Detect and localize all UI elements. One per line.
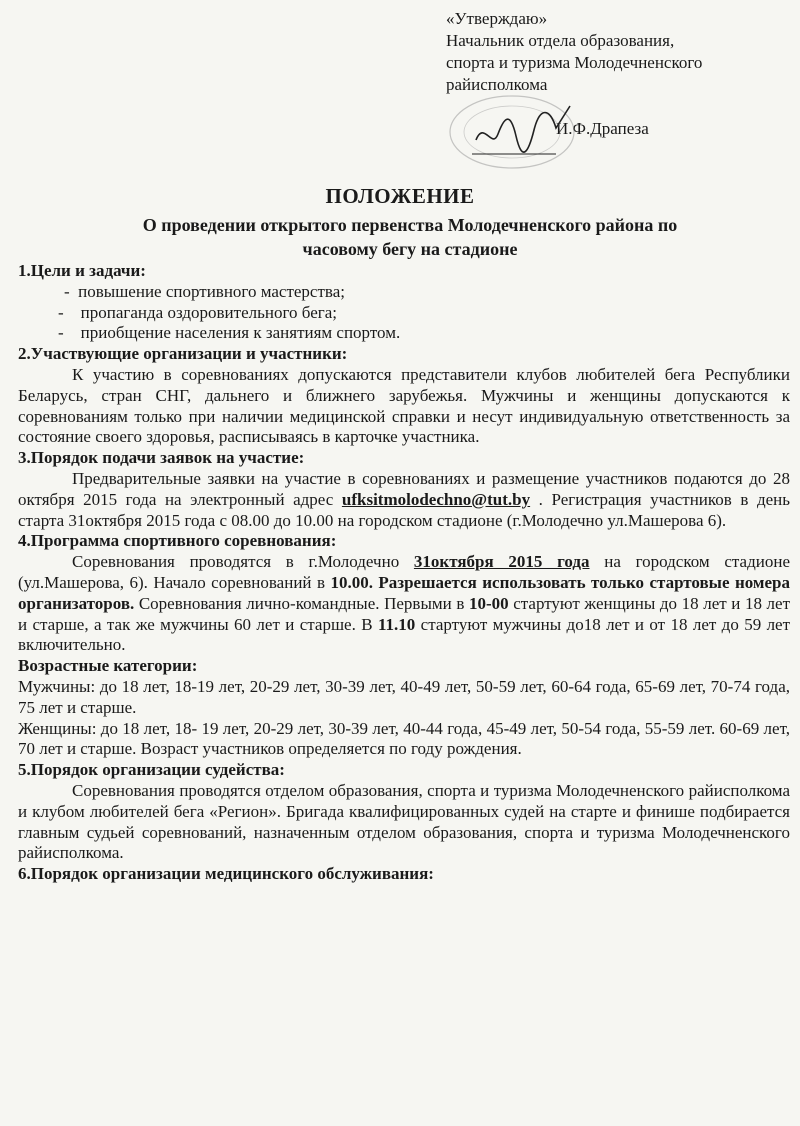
email-link[interactable]: ufksitmolodechno@tut.by: [341, 489, 531, 509]
section-2-text: К участию в соревнованиях допускаются представители клубов любителей бега Республики Беларусь, стран СНГ, дальнего и ближнего зарубежья. Мужчины и женщины допускаются к соревнованиям только при наличии медицинской справки и несут индивидуальную ответственность за состояние своего здоровья, расписываясь в карточке участника.: [18, 364, 790, 447]
section-4-text: Соревнования проводятся в г.Молодечно 31октября 2015 года на городском стадионе (ул.Машерова, 6). Начало соревнований в 10.00. Разрешается использовать только стартовые номера организаторов. Соревнования лично-командные. Первыми в 10-00 стартуют женщины до 18 лет и 18 лет и старше, а так же мужчины 60 лет и старше. В 11.10 стартуют мужчины до18 лет и от 18 лет до 59 лет включительно.: [18, 552, 791, 655]
numbers-rule: Разрешается использовать только стартовые номера организаторов.: [18, 572, 790, 613]
approval-signer: И.Ф.Драпеза: [556, 119, 649, 138]
section-6-heading: 6.Порядок организации медицинского обслуживания:: [18, 864, 434, 884]
section-1-heading: 1.Цели и задачи:: [18, 261, 146, 280]
approval-position: Начальник отдела образования,: [446, 31, 675, 50]
goal-item: - пропаганда оздоровительного бега;: [58, 302, 337, 322]
age-categories-women: Женщины: до 18 лет, 18- 19 лет, 20-29 лет, 30-39 лет, 40-44 года, 45-49 лет, 50-54 года, 55-59 лет. 60-69 лет, 70 лет и старше. Возраст участников определяется по году рождения.: [18, 718, 790, 759]
section-4-heading: 4.Программа спортивного соревнования:: [18, 531, 337, 551]
approval-organization: райисполкома: [446, 75, 548, 94]
section-5-heading: 5.Порядок организации судейства:: [18, 760, 285, 780]
document-subtitle: [20, 213, 800, 261]
section-3-text: Предварительные заявки на участие в соревнованиях и размещение участников подаются до 28 октября 2015 года на электронный адрес ufksitmolodechno@tut.by . Регистрация участников в день старта 31октября 2015 года с 08.00 до 10.00 на городском стадионе (г.Молодечно ул.Машерова 6).: [18, 468, 790, 530]
section-5-text: Соревнования проводятся отделом образования, спорта и туризма Молодечненского райисполкома и клубом любителей бега «Регион». Бригада квалифицированных судей на старте и финише подбирается главным судьей соревнований, назначенным отделом образования, спорта и туризма Молодечненского райисполкома.: [18, 780, 790, 863]
document-title: ПОЛОЖЕНИЕ: [325, 184, 475, 208]
goal-item: - повышение спортивного мастерства;: [64, 281, 345, 301]
event-date: 31октября 2015 года: [413, 552, 590, 572]
subtitle-line-1: О проведении открытого первенства Молодечненского района по: [142, 215, 678, 235]
start-time: 10.00.: [330, 572, 373, 592]
goal-item: - приобщение населения к занятиям спортом.: [58, 323, 401, 343]
subtitle-line-2: часовому бегу на стадионе: [302, 239, 518, 259]
section-2-heading: 2.Участвующие организации и участники:: [18, 344, 348, 364]
section-3-heading: 3.Порядок подачи заявок на участие:: [18, 448, 305, 468]
handwritten-signature: [470, 100, 580, 164]
approval-position-cont: спорта и туризма Молодечненского: [446, 53, 703, 72]
age-categories-men: Мужчины: до 18 лет, 18-19 лет, 20-29 лет, 30-39 лет, 40-49 лет, 50-59 лет, 60-64 года, 65-69 лет, 70-74 года, 75 лет и старше.: [18, 676, 790, 717]
approval-stamp-text: «Утверждаю»: [446, 9, 548, 28]
age-categories-heading: Возрастные категории:: [18, 656, 198, 676]
document-body: [18, 261, 790, 885]
